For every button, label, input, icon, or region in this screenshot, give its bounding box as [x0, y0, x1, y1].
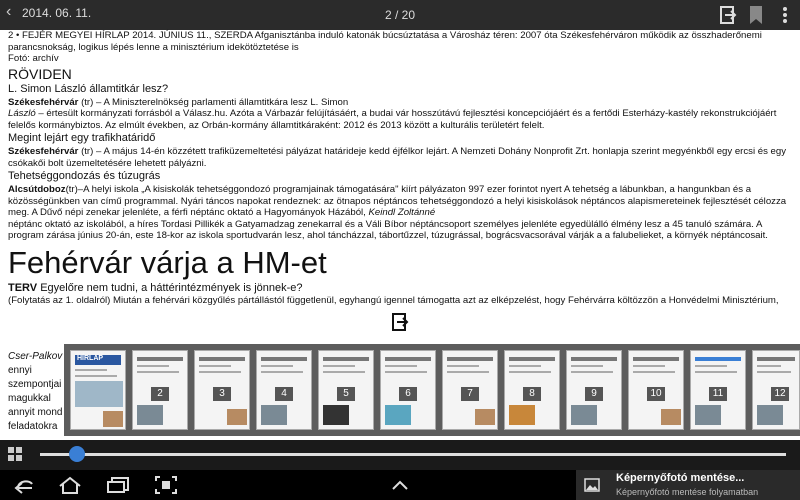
grid-view-icon[interactable] [8, 447, 22, 461]
page-number: 6 [399, 387, 417, 401]
thumb-photo [103, 411, 123, 427]
page-slider-handle[interactable] [69, 446, 85, 462]
share-icon[interactable] [718, 5, 738, 25]
page-number: 2 [151, 387, 169, 401]
paragraph-5: néptánc oktató az iskolából, a híres Tordasi Pillikék a Gatyamadzag zenekarral és a Váli Bíbor néptáncsoport személyes jelenléte egyedülálló élmény lesz a 45 tanuló számára. A program zárása június 20-án, este 18-kor az iskola sportudvarán lesz, ahol táncházzal, tábortűzzel, túzugrással, bográcsvacsorával várják a a falubelieket, a környék néptáncosait. [8, 218, 768, 241]
page-thumbnail[interactable] [442, 350, 498, 430]
place: Székesfehérvár [8, 96, 79, 108]
page-number: 9 [585, 387, 603, 401]
page-thumbnail-strip[interactable] [64, 344, 800, 436]
page-thumbnail[interactable] [752, 350, 800, 430]
thumb-photo [757, 405, 783, 425]
name: László [8, 108, 36, 119]
back-icon[interactable]: ‹ [6, 3, 12, 20]
screenshot-notification [576, 470, 800, 500]
continuation-line: Cser-Palkov [8, 351, 63, 362]
page-number: 4 [275, 387, 293, 401]
thumb-photo [75, 381, 123, 407]
issue-date: 2014. 06. 11. [22, 6, 92, 20]
page-number: 12 [771, 387, 789, 401]
photo-credit: Fotó: archív [8, 53, 59, 64]
page-indicator: 2 / 20 [384, 8, 416, 22]
bookmark-icon[interactable] [748, 5, 764, 25]
page-number: 10 [647, 387, 665, 401]
recent-apps-icon[interactable] [106, 476, 130, 494]
page-number: 5 [337, 387, 355, 401]
continuation-line: magukkal [8, 393, 51, 404]
paragraph-4 [8, 184, 792, 219]
thumb-photo [571, 405, 597, 425]
page-thumbnail[interactable] [380, 350, 436, 430]
more-icon[interactable] [780, 5, 790, 25]
page-thumbnail[interactable] [628, 350, 684, 430]
page-slider-bar [0, 440, 800, 470]
continuation-line: szempontjai [8, 379, 62, 390]
page-number: 3 [213, 387, 231, 401]
continuation-line: feladatokra [8, 421, 58, 432]
terv-label: TERV [8, 281, 38, 294]
page-thumbnail[interactable] [566, 350, 622, 430]
paragraph-text: – értesült kormányzati forrásból a Válasz.hu. Azóta a Várbazár felújításáért, a budai vár hosszútávú fejlesztési koncepciójáért és a fertődi Esterházy-kastély rekonstrukciójáért felelős kormánybiztos. Az elmúlt években, az Orbán-kormány államtitkáraként: 2012 és 2013 között a kulturális területért felelt. [8, 108, 777, 131]
terv-text: Egyelőre nem tudni, a háttérintézmények is jönnek-e? [37, 281, 303, 294]
article-page [0, 30, 800, 350]
page-thumbnail[interactable] [690, 350, 746, 430]
place: Alcsútdoboz [8, 184, 66, 195]
continuation-line: annyit mond [8, 407, 63, 418]
paragraph-2 [8, 108, 792, 131]
subheading-3: Tehetséggondozás és túzugrás [8, 170, 161, 182]
page-thumbnail[interactable] [70, 350, 126, 430]
place: Székesfehérvár [8, 146, 79, 157]
masthead-label: HÍRLAP [77, 355, 104, 362]
top-bar [0, 0, 800, 30]
page-thumbnail[interactable] [256, 350, 312, 430]
thumb-photo [137, 405, 163, 425]
page-number: 7 [461, 387, 479, 401]
thumb-photo [261, 405, 287, 425]
paragraph-6: (Folytatás az 1. oldalról) Miután a fehérvári közgyűlés pártállástól függetlenül, egyhangú igennel támogatta azt az elképzelést, hogy Fehérvárra költözzön a Honvédelmi Minisztérium, [8, 294, 779, 306]
terv-line [8, 282, 792, 295]
home-nav-icon[interactable] [58, 476, 82, 494]
screenshot-icon[interactable] [154, 476, 178, 494]
name: Keindl Zoltánné [365, 207, 436, 218]
subheading-1: L. Simon László államtitkár lesz? [8, 82, 169, 95]
chevron-up-icon[interactable] [390, 477, 410, 493]
subheading-2: Megint lejárt egy trafikhatáridő [8, 132, 156, 144]
page-thumbnail[interactable] [318, 350, 374, 430]
notification-subtitle: Képernyőfotó mentése folyamatban [616, 487, 759, 497]
page-number: 11 [709, 387, 727, 401]
thumb-photo [661, 409, 681, 425]
page-slider-track[interactable] [40, 453, 786, 456]
paragraph-text: (tr) – A május 14-én közzétett trafiküzemeltetési pályázat határideje kedd éjfélkor lejárt. A Nemzeti Dohány Nonprofit Zrt. honlapja szerint megyénkből egy ercsi és egy csókakői bolt üzemeltetésére lehetett pályázni. [8, 146, 787, 169]
share-page-icon[interactable] [390, 312, 410, 332]
thumb-photo [227, 409, 247, 425]
thumb-photo [509, 405, 535, 425]
page-thumbnail[interactable] [504, 350, 560, 430]
image-icon [584, 477, 600, 493]
thumb-photo [695, 405, 721, 425]
thumb-photo [475, 409, 495, 425]
page-number: 8 [523, 387, 541, 401]
paragraph-text: (tr)–A helyi iskola „A kisiskolák tehetséggondozó programjainak támogatására" kiírt pályázaton 997 ezer forintot nyert A tehetség a lábunkban, a hangunkban és a közösségünkben van című programmal. Nyári táncos napokat rendeznek: az ötnapos néptáncos tehetséggondozó a helyi kisiskolások néptáncos alapismereteinek fejlesztését célozza meg. A Dűvő népi zenekar jelenléte, a férfi néptánc oktató a Hagyományok Házából, [8, 184, 787, 218]
thumb-photo [323, 405, 349, 425]
paragraph-text: (tr) – A Miniszterelnökség parlamenti államtitkára lesz L. Simon [78, 96, 349, 108]
notification-title: Képernyőfotó mentése... [616, 472, 745, 484]
article-headline: Fehérvár várja a HM-et [8, 244, 327, 280]
thumb-photo [385, 405, 411, 425]
page-thumbnail[interactable] [132, 350, 188, 430]
section-heading: RÖVIDEN [8, 65, 72, 82]
paragraph-3 [8, 146, 792, 169]
article-top-line: 2 • FEJÉR MEGYEI HÍRLAP 2014. JÚNIUS 11., SZERDA Afganisztánba induló katonák búcsúztatása a Városház téren: 2007 óta Székesfehérváron működik az összhaderőnemi parancsnokság, logikus lépés lenne a minisztérium idekötöztetése is [8, 30, 762, 53]
page-thumbnail[interactable] [194, 350, 250, 430]
back-nav-icon[interactable] [12, 476, 36, 494]
continuation-line: ennyi [8, 365, 32, 376]
paragraph-1 [8, 97, 792, 109]
